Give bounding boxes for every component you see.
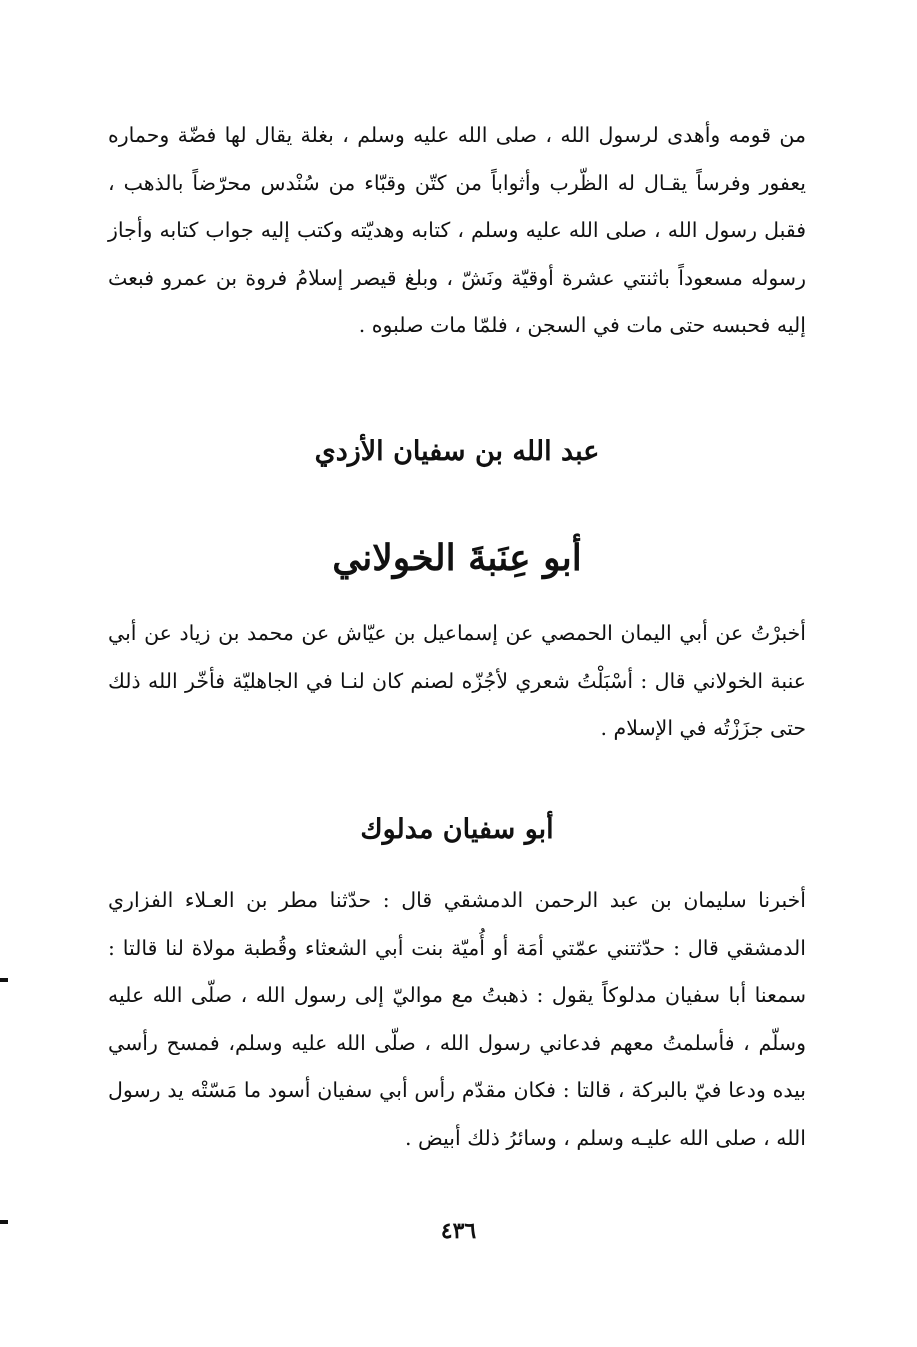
scan-edge-mark	[0, 1220, 8, 1224]
heading-abdullah-ibn-sufyan: عبد الله بن سفيان الأزدي	[314, 436, 600, 467]
heading-abu-inaba: أبو عِنَبةَ الخولاني	[332, 537, 582, 579]
paragraph-farwa: من قومه وأهدى لرسول الله ، صلى الله عليه وسلم ، بغلة يقال لها فضّة وحماره يعفور وفرساً يقـال له الظّرب وأثواباً من كتّن وقبّاء من سُنْدس محرّضاً بالذهب ، فقبل رسول الله ، صلى الله عليه وسلم ، كتابه وهديّته وكتب إليه جواب كتابه وأجاز رسوله مسعوداً باثنتي عشرة أوقيّة ونَشّ ، وبلغ قيصر إسلامُ فروة بن عمرو فبعث إليه فحبسه حتى مات في السجن ، فلمّا مات صلبوه .	[108, 123, 806, 337]
paragraph-abu-inaba: أخبرْتُ عن أبي اليمان الحمصي عن إسماعيل بن عيّاش عن محمد بن زياد عن أبي عنبة الخولاني قال : أسْبَلْتُ شعري لأجُزّه لصنم كان لنـا في الجاهليّة فأخّر الله ذلك حتى جزَزْتُه في الإسلام .	[108, 621, 806, 740]
paragraph-abu-sufyan: أخبرنا سليمان بن عبد الرحمن الدمشقي قال : حدّثنا مطر بن العـلاء الفزاري الدمشقي قال : حدّثتني عمّتي أمَة أو أُميّة بنت أبي الشعثاء وقُطبة مولاة لنا قالتا : سمعنا أبا سفيان مدلوكاً يقول : ذهبتُ مع مواليّ إلى رسول الله ، صلّى الله عليه وسلّم ، فأسلمتُ معهم فدعاني رسول الله ، صلّى الله عليه وسلم، فمسح رأسي بيده ودعا فيّ بالبركة ، قالتا : فكان مقدّم رأس أبي سفيان أسود ما مَسّتْه يد رسول الله ، صلى الله عليـه وسلم ، وسائرُ ذلك أبيض .	[108, 888, 806, 1150]
scan-edge-mark	[0, 978, 8, 982]
page-number: ٤٣٦	[440, 1218, 477, 1244]
heading-abu-sufyan-madluk: أبو سفيان مدلوك	[360, 814, 554, 845]
